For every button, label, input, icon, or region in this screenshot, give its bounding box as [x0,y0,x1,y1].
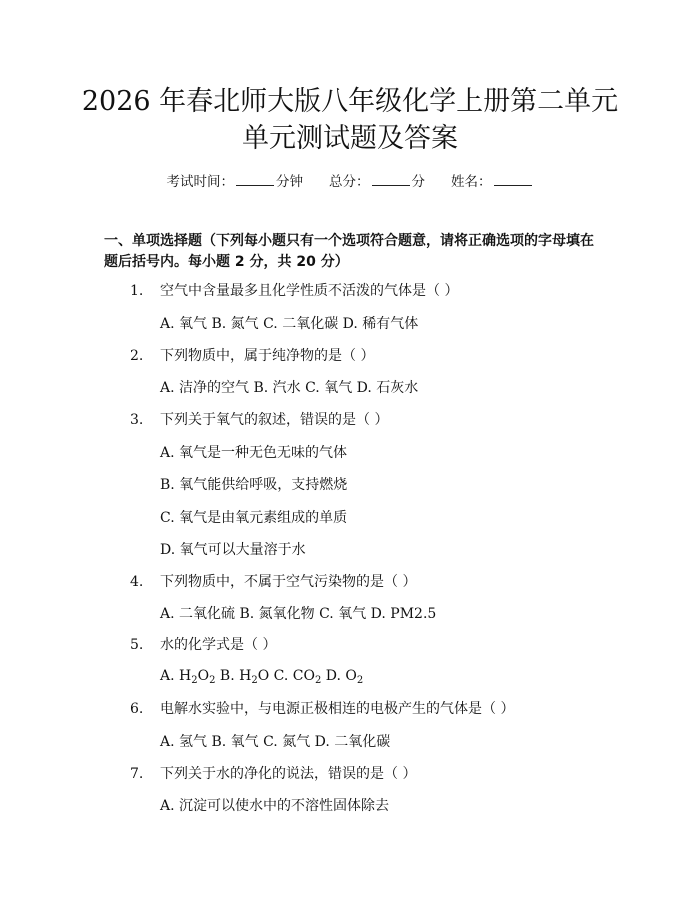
question-6-options: A. 氢气 B. 氧气 C. 氮气 D. 二氧化碳 [160,734,391,750]
option-a-label: A. [160,668,180,684]
formula-part: CO [292,668,315,684]
total-score-label: 总分： [329,174,370,190]
question-1-options: A. 氧气 B. 氮气 C. 二氧化碳 D. 稀有气体 [160,316,419,332]
question-4-options: A. 二氧化硫 B. 氮氧化物 C. 氧气 D. PM2.5 [160,606,437,622]
formula-part: O [345,668,357,684]
exam-time-label: 考试时间： [166,174,234,190]
name-blank [494,173,532,186]
page-title-line-2: 单元测试题及答案 [242,123,458,154]
question-6 [130,702,610,720]
total-score-unit: 分 [411,174,425,190]
question-2-options: A. 洁净的空气 B. 汽水 C. 氧气 D. 石灰水 [160,380,419,396]
formula-part: O [257,668,270,684]
formula-subscript: 2 [209,675,216,686]
formula-part: H [239,668,252,684]
option-d-label: D. [321,668,346,684]
question-number: 3. [130,412,144,428]
formula-part: H [179,668,192,684]
question-3-option-b: B. 氧气能供给呼吸，支持燃烧 [160,477,348,493]
question-text: 电解水实验中，与电源正极相连的电极产生的气体是（ ） [160,701,515,717]
question-7-option-a: A. 沉淀可以使水中的不溶性固体除去 [160,798,390,814]
question-number: 6. [130,701,144,717]
question-number: 7. [130,766,144,782]
question-5 [130,638,610,656]
total-score-blank [372,173,410,186]
question-text: 下列物质中，不属于空气污染物的是（ ） [160,574,417,590]
page-title-line-1: 2026 年春北师大版八年级化学上册第二单元 [81,86,619,117]
exam-info-line [0,170,700,190]
formula-part: O [197,668,210,684]
question-3-option-a: A. 氧气是一种无色无味的气体 [160,445,348,461]
section-heading-single-choice: 一、单项选择题（下列每小题只有一个选项符合题意，请将正确选项的字母填在题后括号内。每小题 2 分，共 20 分） [104,233,594,270]
exam-time-blank [236,173,274,186]
question-text: 下列物质中，属于纯净物的是（ ） [160,348,375,364]
question-3-option-c: C. 氧气是由氧元素组成的单质 [160,510,348,526]
name-label: 姓名： [451,174,492,190]
question-7 [130,767,610,785]
question-4 [130,575,610,593]
question-text: 空气中含量最多且化学性质不活泼的气体是（ ） [160,283,459,299]
question-text: 下列关于氧气的叙述，错误的是（ ） [160,412,389,428]
question-number: 1. [130,283,144,299]
formula-subscript: 2 [251,675,258,686]
option-b-label: B. [215,668,240,684]
formula-subscript: 2 [314,675,322,686]
question-number: 2. [130,348,144,364]
question-3-option-d: D. 氧气可以大量溶于水 [160,542,306,558]
question-2 [130,349,610,367]
formula-subscript: 2 [191,675,198,686]
question-number: 5. [130,637,144,653]
option-c-label: C. [269,668,293,684]
formula-subscript: 2 [356,675,364,686]
question-3 [130,413,610,431]
question-text: 水的化学式是（ ） [160,637,277,653]
question-number: 4. [130,574,144,590]
exam-time-unit: 分钟 [276,174,303,190]
question-5-options [160,668,364,686]
question-1 [130,284,610,302]
question-text: 下列关于水的净化的说法，错误的是（ ） [160,766,417,782]
